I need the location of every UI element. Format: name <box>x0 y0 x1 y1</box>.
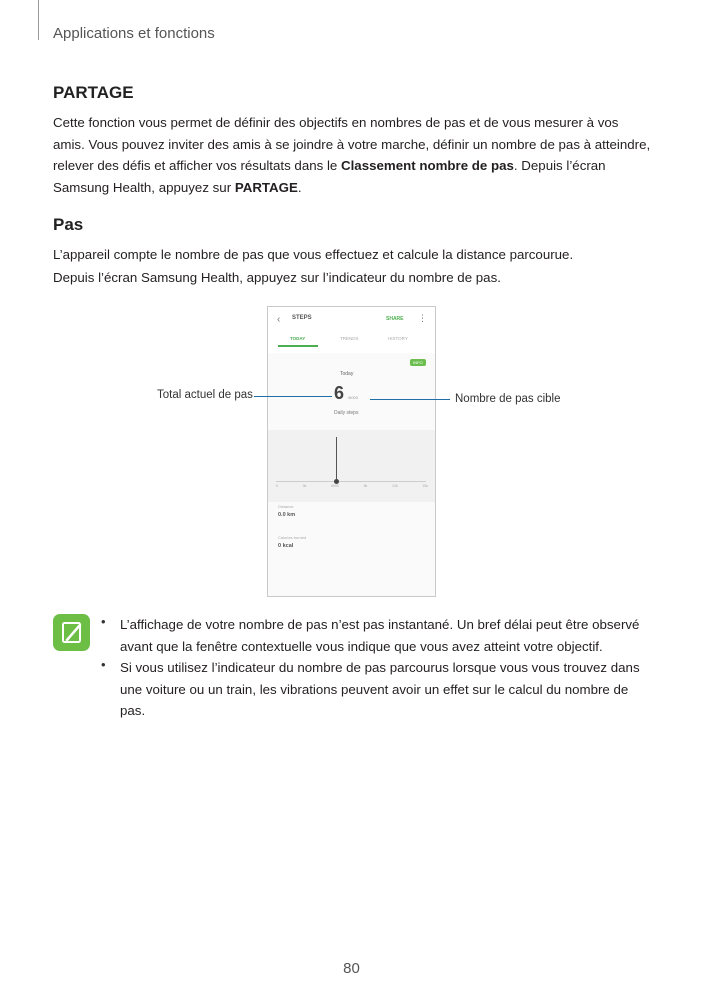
screenshot-tab-trends: TRENDS <box>340 336 359 341</box>
callout-line-right <box>370 399 450 400</box>
tick: 15k <box>422 484 428 488</box>
tick: 9k <box>363 484 368 488</box>
screenshot-calories-value: 0 kcal <box>278 543 294 549</box>
classement-bold: Classement nombre de pas <box>341 158 514 173</box>
pas-heading: Pas <box>53 215 84 234</box>
screenshot-marker-line <box>336 437 337 479</box>
screenshot-ticks <box>276 484 428 488</box>
tick: 0 <box>276 484 278 488</box>
bullet-marker: • <box>101 657 106 672</box>
partage-paragraph: Cette fonction vous permet de définir des objectifs en nombres de pas et de vous mesurer à vos amis. Vous pouvez inviter des amis à se joindre à votre marche, définir un nombre de pas à atteindre, relever des défis et afficher vos résultats dans le Classement nombre de pas. Depuis l’écran Samsung Health, appuyez sur PARTAGE. <box>53 115 651 195</box>
more-icon: ⋮ <box>418 313 427 323</box>
pas-paragraph-1: L’appareil compte le nombre de pas que vous effectuez et calcule la distance parcourue. <box>53 247 574 262</box>
screenshot-step-count: 6 <box>334 383 345 403</box>
screenshot-distance-label: Distance <box>278 504 294 509</box>
steps-screenshot <box>267 306 436 597</box>
callout-target-steps: Nombre de pas cible <box>455 393 561 405</box>
tick: 12k <box>391 484 398 488</box>
screenshot-distance-value: 0.0 km <box>278 512 296 518</box>
screenshot-info: INFO <box>410 359 426 366</box>
screenshot-chart-area <box>268 430 435 502</box>
partage-bold: PARTAGE <box>234 179 298 195</box>
pas-paragraph-2: Depuis l’écran Samsung Health, appuyez sur l’indicateur du nombre de pas. <box>53 270 501 285</box>
screenshot-tab-today: TODAY <box>290 336 306 341</box>
note-icon <box>53 614 90 651</box>
tick: 6000 <box>331 484 339 488</box>
back-icon: ‹ <box>277 314 281 325</box>
callout-line-left <box>254 396 332 397</box>
margin-rule <box>38 0 39 40</box>
callout-total-steps: Total actuel de pas <box>157 389 253 401</box>
screenshot-share: SHARE <box>386 316 404 322</box>
tick: 3k <box>302 484 307 488</box>
screenshot-axis <box>276 481 426 482</box>
screenshot-tab-history: HISTORY <box>388 336 408 341</box>
section-header: Applications et fonctions <box>53 25 215 42</box>
screenshot-calories-label: Calories burned <box>278 535 307 540</box>
screenshot-title: STEPS <box>292 315 312 321</box>
screenshot-goal: /6000 <box>348 395 359 400</box>
page-number: 80 <box>343 960 360 977</box>
tab-underline <box>278 345 318 347</box>
note-item-1: L’affichage de votre nombre de pas n’est pas instantané. Un bref délai peut être observé avant que la fenêtre contextuelle vous indique que vous avez atteint votre objectif. <box>120 617 640 654</box>
partage-heading: PARTAGE <box>53 83 134 102</box>
note-item-2: Si vous utilisez l’indicateur du nombre de pas parcourus lorsque vous vous trouvez dans une voiture ou un train, les vibrations peuvent avoir un effet sur le calcul du nombre de pas. <box>120 660 640 718</box>
screenshot-today: Today <box>340 371 354 377</box>
screenshot-daily-steps: Daily steps <box>334 410 359 416</box>
bullet-marker: • <box>101 614 106 629</box>
